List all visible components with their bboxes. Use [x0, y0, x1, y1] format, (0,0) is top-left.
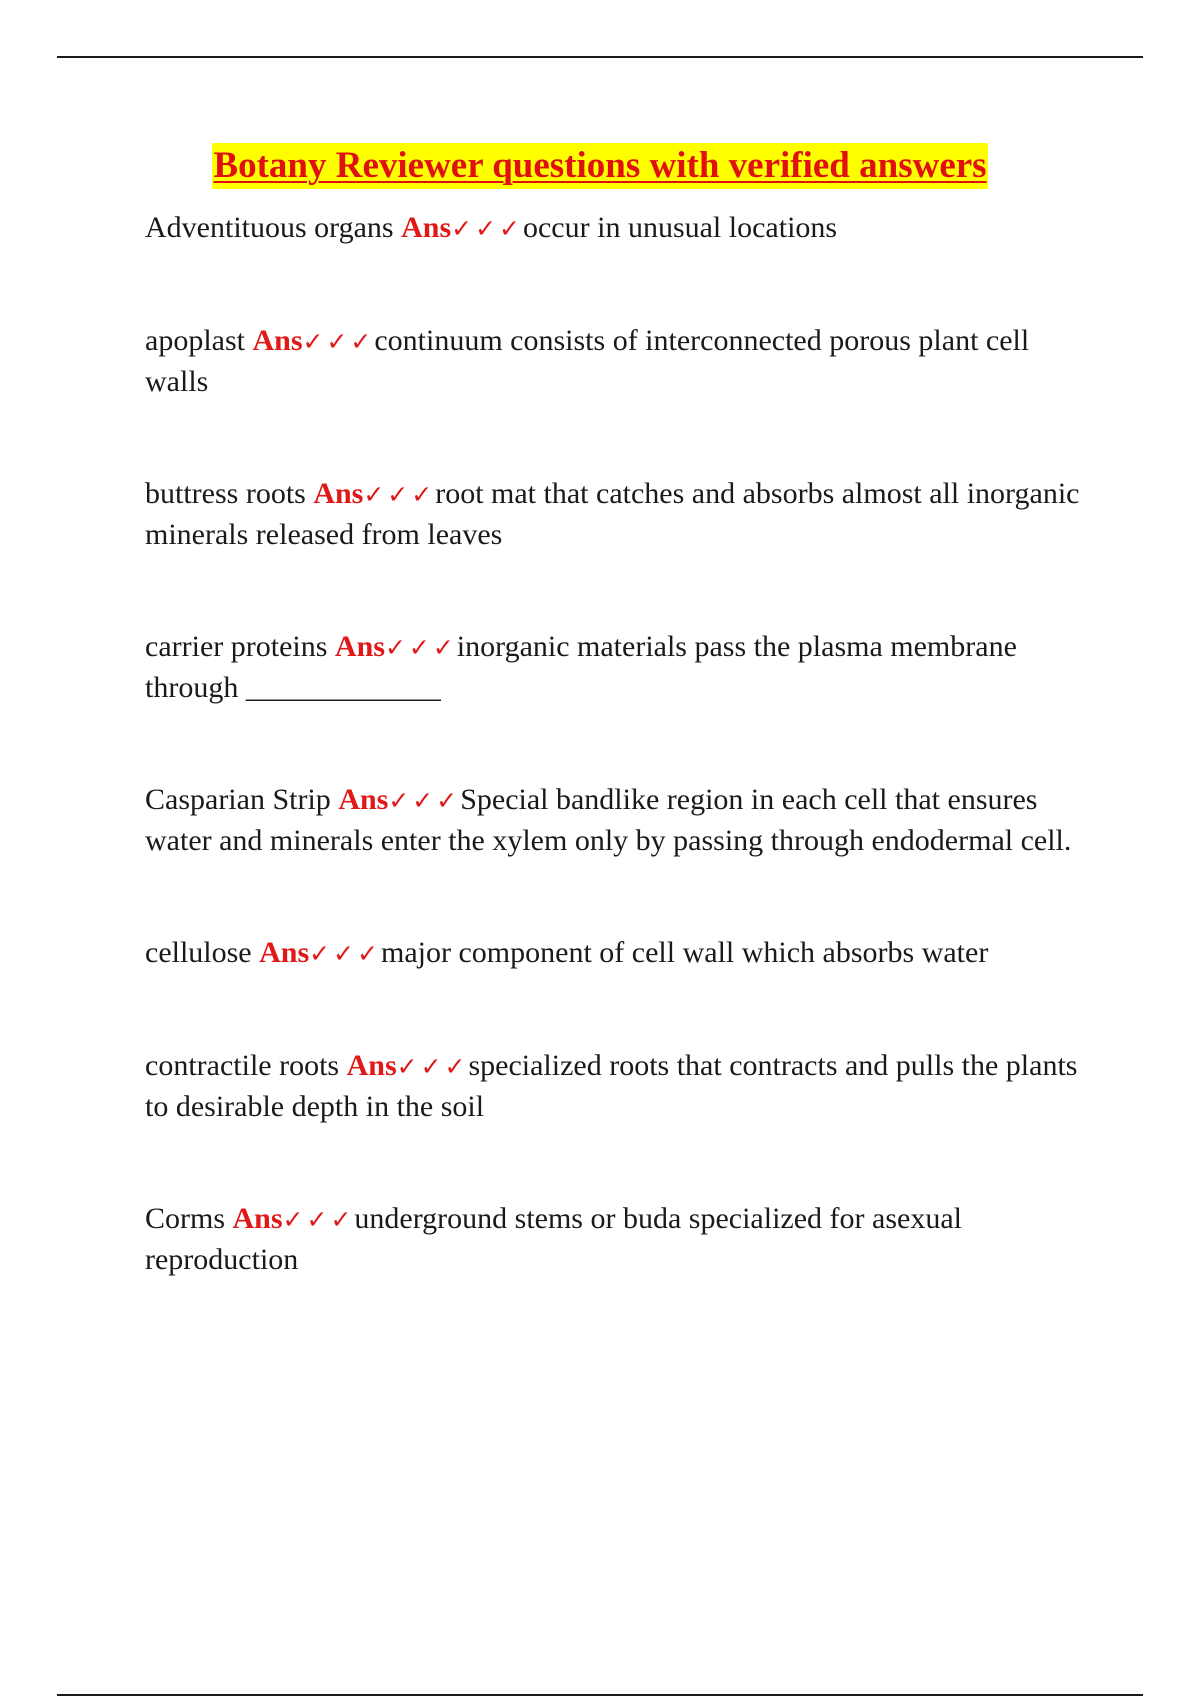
header-rule	[57, 56, 1143, 58]
qa-entry	[145, 321, 1095, 402]
qa-entry	[145, 208, 1095, 249]
qa-entry	[145, 474, 1095, 555]
qa-list	[145, 208, 1095, 1352]
document-title: Botany Reviewer questions with verified answers	[212, 143, 987, 189]
entry-term: contractile roots	[145, 1049, 340, 1082]
answer-marker: Ans	[232, 1202, 283, 1235]
checkmarks-icon: ✓✓✓	[384, 633, 457, 662]
entry-term: buttress roots	[145, 477, 306, 510]
checkmarks-icon: ✓✓✓	[282, 1205, 355, 1234]
checkmarks-icon: ✓✓✓	[396, 1052, 469, 1081]
entry-term: apoplast	[145, 324, 245, 357]
entry-term: Casparian Strip	[145, 783, 331, 816]
entry-definition: continuum consists of interconnected porous plant cell walls	[145, 324, 1030, 398]
entry-definition: specialized roots that contracts and pulls the plants to desirable depth in the soil	[145, 1049, 1078, 1123]
title-container	[0, 143, 1200, 189]
answer-marker: Ans	[346, 1049, 397, 1082]
entry-term: carrier proteins	[145, 630, 328, 663]
entry-term: Corms	[145, 1202, 226, 1235]
footer-rule	[57, 1694, 1143, 1696]
entry-term: cellulose	[145, 936, 252, 969]
checkmarks-icon: ✓✓✓	[388, 786, 461, 815]
answer-marker: Ans	[313, 477, 364, 510]
answer-marker: Ans	[401, 211, 452, 244]
answer-marker: Ans	[338, 783, 389, 816]
entry-term: Adventituous organs	[145, 211, 394, 244]
answer-marker: Ans	[334, 630, 385, 663]
qa-entry	[145, 627, 1095, 708]
checkmarks-icon: ✓✓✓	[302, 327, 375, 356]
checkmarks-icon: ✓✓✓	[451, 214, 523, 243]
answer-marker: Ans	[252, 324, 303, 357]
answer-marker: Ans	[259, 936, 310, 969]
checkmarks-icon: ✓✓✓	[309, 939, 382, 968]
entry-definition: Special bandlike region in each cell that ensures water and minerals enter the xylem only by passing through endodermal cell.	[145, 783, 1072, 857]
entry-definition: root mat that catches and absorbs almost all inorganic minerals released from leaves	[145, 477, 1080, 551]
checkmarks-icon: ✓✓✓	[363, 480, 436, 509]
entry-definition: inorganic materials pass the plasma membrane through _____________	[145, 630, 1017, 704]
entry-definition: occur in unusual locations	[522, 211, 838, 244]
qa-entry	[145, 1199, 1095, 1280]
qa-entry	[145, 780, 1095, 861]
entry-definition: major component of cell wall which absorbs water	[381, 936, 989, 969]
entry-definition: underground stems or buda specialized for asexual reproduction	[145, 1202, 962, 1276]
qa-entry	[145, 1046, 1095, 1127]
qa-entry	[145, 933, 1095, 974]
